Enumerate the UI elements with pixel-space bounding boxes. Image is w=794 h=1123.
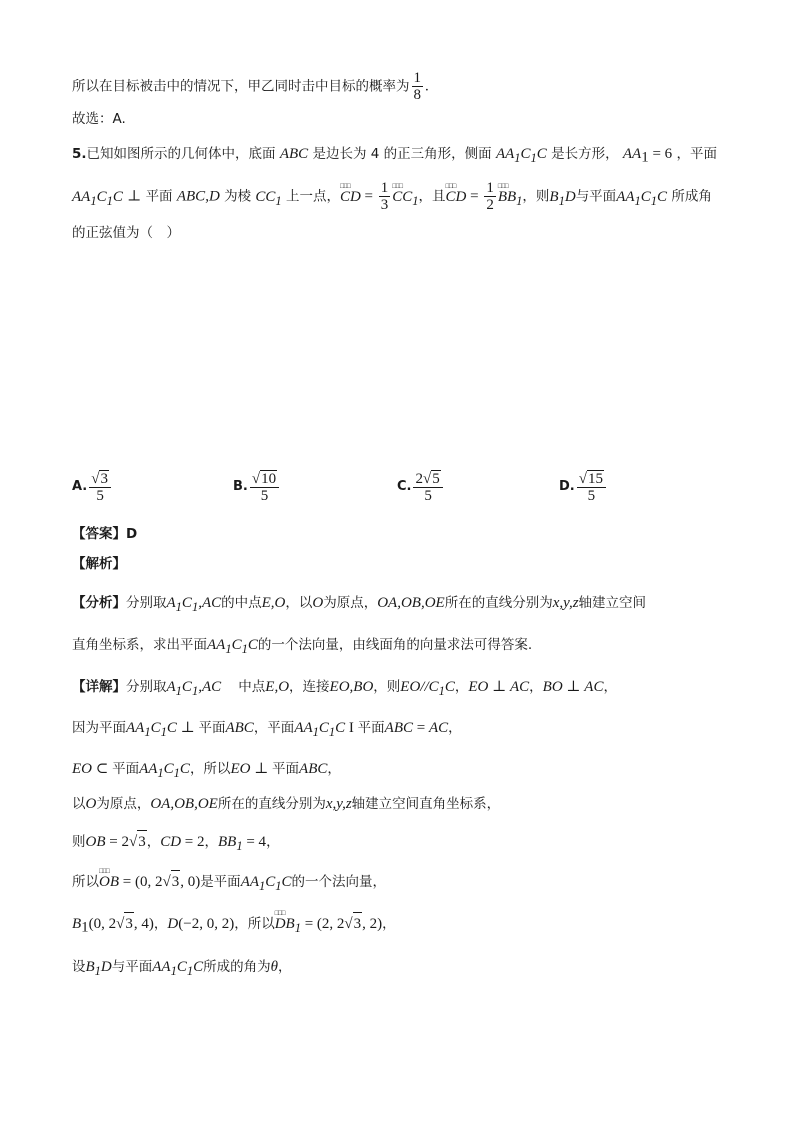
option-d: D. $\frac{√15}{5}$	[559, 470, 608, 504]
xiangjie-line-3: EO ⊂ 平面$AA_1C_1C$，所以EO ⊥ 平面ABC，	[72, 761, 341, 780]
question-5-line-3: 的正弦值为（ ）	[72, 225, 180, 241]
choice-line: 故选：A.	[72, 111, 126, 127]
fenxi-line-2: 直角坐标系，求出平面$AA_1C_1C$的一个法向量，由线面角的向量求法可得答案.	[72, 637, 533, 656]
question-5-line-1: 5.已知如图所示的几何体中，底面 ABC 是边长为 4 的正三角形，侧面 $AA_1C_1C$ 是长方形， $AA_1 = 6$ ，平面	[72, 146, 717, 166]
xiangjie-line-7: $B_1(0$, 2√3, 4)，D(−2, 0, 2)，所以□□□ $DB_1 = (2$, 2√3, 2)，	[72, 912, 734, 939]
xiangjie-line-8: 设$B_1D$与平面$AA_1C_1C$所成的角为θ，	[72, 959, 292, 978]
option-c: C. $\frac{2√5}{5}$	[397, 470, 445, 504]
xiangjie-line-6: 所以□□□ OB = (0, 2√3, 0)是平面$AA_1C_1C$的一个法向量，	[72, 870, 734, 897]
xiangjie-line-1: 【详解】分别取$A_1C_1,AC$ 中点E,O，连接EO,BO，则$EO//C_1C$，EO ⊥ AC，BO ⊥ AC，	[72, 679, 617, 698]
xiangjie-line-4: 以O为原点，OA,OB,OE所在的直线分别为x,y,z轴建立空间直角坐标系，	[72, 796, 501, 812]
fenxi-line-1: 【分析】分别取$A_1C_1,AC$的中点E,O，以O为原点，OA,OB,OE所在的直线分别为x,y,z轴建立空间	[72, 595, 647, 614]
xiangjie-line-5: 则OB = 2√3，CD = 2，$BB_1 = 4$，	[72, 830, 734, 857]
option-a: A. $\frac{√3}{5}$	[72, 470, 113, 504]
option-b: B. $\frac{√10}{5}$	[233, 470, 281, 504]
conclusion-line: 所以在目标被击中的情况下，甲乙同时击中目标的概率为 $\frac{1}{8}$ .	[72, 70, 429, 103]
fraction-1-8: $\frac{1}{8}$	[413, 70, 421, 103]
xiangjie-line-2: 因为平面$AA_1C_1C$ ⊥ 平面ABC，平面$AA_1C_1C$ I 平面ABC = AC，	[72, 720, 462, 739]
question-5-line-2: $AA_1C_1C$ ⊥ 平面 ABC,D 为棱 $CC_1$ 上一点，□□□ CD = $\frac{1}{3}$ □□□ $CC_1$，且□□□ CD = $\frac{1}{2}$ □□□ $BB_1$，则$B_1D$与平面$AA_1C_1C$ 所成角	[72, 180, 734, 213]
analysis-heading: 【解析】	[72, 556, 126, 572]
answer-line: 【答案】D	[72, 526, 138, 542]
